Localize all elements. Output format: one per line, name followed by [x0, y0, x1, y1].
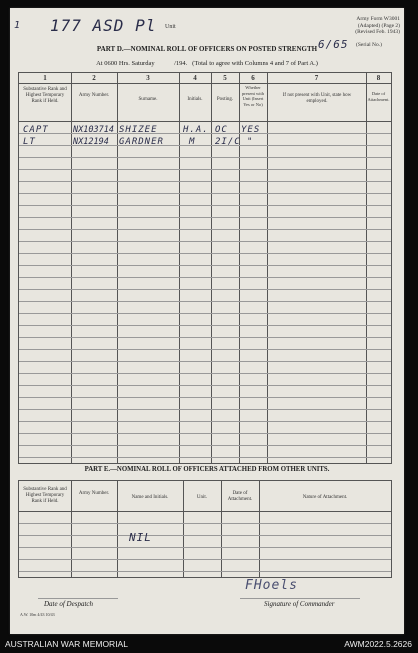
- row1-surname: SHIZEE: [119, 125, 158, 135]
- e-col-header-date: Date of Attachment.: [227, 491, 253, 502]
- form-reference: [310, 16, 400, 36]
- col-num-7: 7: [314, 74, 319, 82]
- ruled-line: [19, 337, 391, 338]
- ruled-line: [19, 325, 391, 326]
- part-d-title: PART D.—NOMINAL ROLL OF OFFICERS ON POSTED STRENGTH: [96, 45, 318, 53]
- ruled-line: [19, 571, 391, 572]
- ruled-line: [19, 433, 391, 434]
- ruled-line: [19, 193, 391, 194]
- row2-posting: 2I/C: [215, 137, 241, 147]
- row2-initials: M: [189, 137, 196, 147]
- part-e-nil-entry: NIL: [129, 531, 152, 544]
- ruled-line: [19, 289, 391, 290]
- ruled-line: [19, 277, 391, 278]
- ruled-line: [19, 523, 391, 524]
- ruled-line: [19, 313, 391, 314]
- col-header-employment: If not present with Unit, state how employed.: [282, 93, 352, 104]
- ruled-line: [19, 217, 391, 218]
- commander-signature: FHoels: [245, 578, 298, 593]
- date-of-despatch-label: Date of Despatch: [44, 600, 93, 608]
- ruled-line: [19, 445, 391, 446]
- ruled-line: [19, 373, 391, 374]
- signature-label: Signature of Commander: [264, 600, 335, 608]
- col-header-initials: Initials.: [187, 97, 203, 102]
- ruled-line: [19, 535, 391, 536]
- ruled-line: [19, 361, 391, 362]
- row2-rank: LT: [23, 137, 36, 147]
- footer-institution: AUSTRALIAN WAR MEMORIAL: [5, 639, 128, 649]
- row1-posting: OC: [215, 125, 228, 135]
- corner-mark: 1: [14, 20, 22, 31]
- col-num-1: 1: [43, 74, 47, 82]
- col-num-4: 4: [193, 74, 197, 82]
- e-col-header-name: Name and Initials.: [131, 495, 169, 500]
- col-num-8: 8: [376, 74, 381, 82]
- row2-army-number: NX12194: [73, 137, 109, 147]
- unit-label: Unit: [165, 24, 176, 30]
- col-num-3: 3: [146, 74, 150, 82]
- ruled-line: [19, 349, 391, 350]
- row1-initials: H.A.: [183, 125, 209, 135]
- form-page: [10, 8, 404, 634]
- part-d-table: [18, 72, 392, 464]
- row1-army-number: NX103714: [73, 125, 114, 135]
- col-header-attachment-date: Date of Attachment.: [367, 91, 390, 102]
- ruled-line: [19, 409, 391, 410]
- ruled-line: [19, 301, 391, 302]
- ruled-line: [19, 205, 391, 206]
- unit-handwritten: 177 ASD Pl: [50, 16, 157, 35]
- col-header-army-number: Army Number.: [78, 93, 110, 98]
- ruled-line: [19, 253, 391, 254]
- col-header-rank: Substantive Rank and Highest Temporary Rank if Held.: [23, 87, 67, 104]
- ruled-line: [19, 157, 391, 158]
- row1-rank: CAPT: [23, 125, 49, 135]
- ruled-line: [19, 385, 391, 386]
- form-ref-line3: (Revised Feb. 1943): [355, 29, 400, 35]
- col-num-2: 2: [92, 74, 96, 82]
- ruled-line: [19, 559, 391, 560]
- e-col-header-nature: Nature of Attachment.: [302, 495, 348, 500]
- row2-present: ": [247, 137, 254, 147]
- row1-present: YES: [241, 125, 261, 135]
- e-col-header-unit: Unit.: [196, 495, 208, 500]
- e-col-header-army-number: Army Number.: [78, 491, 110, 496]
- col-header-surname: Surname.: [138, 97, 158, 102]
- part-e-title: PART E.—NOMINAL ROLL OF OFFICERS ATTACHED FROM OTHER UNITS.: [84, 466, 330, 473]
- ruled-line: [19, 181, 391, 182]
- ruled-line: [19, 241, 391, 242]
- part-e-table: [18, 480, 392, 578]
- ruled-line: [19, 229, 391, 230]
- part-d-subtitle: At 0600 Hrs. Saturday /194. (Total to agree with Columns 4 and 7 of Part A.): [96, 60, 318, 67]
- form-ref-line1: Army Form W3001: [356, 16, 400, 22]
- ruled-line: [19, 397, 391, 398]
- col-header-posting: Posting.: [216, 97, 234, 102]
- e-col-header-rank: Substantive Rank and Highest Temporary Rank if Held.: [23, 487, 67, 504]
- serial-label: (Serial No.): [356, 42, 382, 48]
- ruled-line: [19, 457, 391, 458]
- col-num-6: 6: [251, 74, 255, 82]
- ruled-line: [19, 421, 391, 422]
- serial-handwritten: 6/65: [318, 38, 349, 51]
- print-code: A.W. 10m 4/43 10/43: [20, 612, 55, 617]
- form-ref-line2: (Adapted) (Page 2): [357, 22, 400, 29]
- ruled-line: [19, 265, 391, 266]
- ruled-line: [19, 169, 391, 170]
- col-header-present: Whether present with Unit (Insert Yes or No): [241, 85, 265, 107]
- ruled-line: [19, 547, 391, 548]
- footer-accession-number: AWM2022.5.2626: [344, 639, 412, 649]
- archive-footer: [0, 635, 418, 653]
- col-num-5: 5: [223, 74, 227, 82]
- row2-surname: GARDNER: [119, 137, 164, 147]
